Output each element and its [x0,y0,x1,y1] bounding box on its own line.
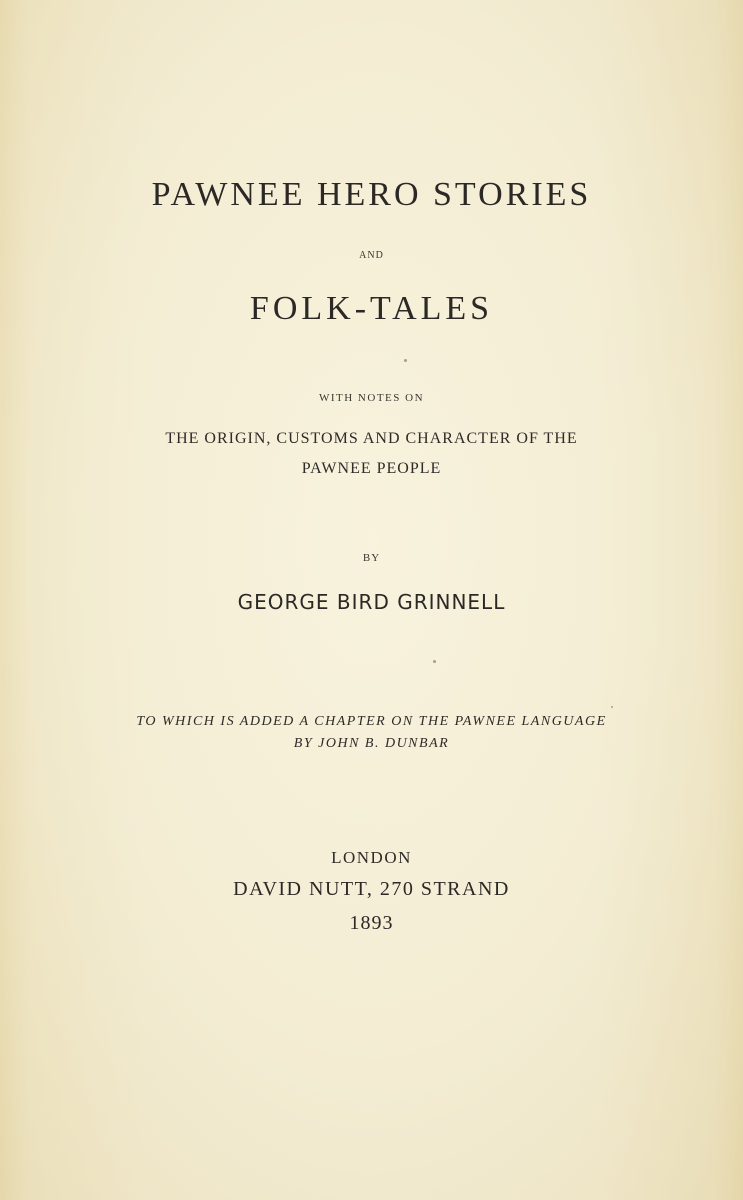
book-title-line-2: FOLK-TALES [249,290,494,327]
addendum-line-1: TO WHICH IS ADDED A CHAPTER ON THE PAWNEE LANGUAGE [136,714,607,729]
notes-intro: WITH NOTES ON [318,392,425,404]
book-title-line-1: PAWNEE HERO STORIES [151,176,592,213]
publication-year: 1893 [349,912,394,934]
publication-city: LONDON [331,848,412,867]
paper-speck [404,359,407,362]
subtitle-line-2: PAWNEE PEOPLE [301,460,442,477]
author-name: GEORGE BIRD GRINNELL [237,590,506,614]
addendum-line-2: BY JOHN B. DUNBAR [293,736,450,751]
title-conjunction: AND [359,250,384,261]
publisher-imprint: DAVID NUTT, 270 STRAND [233,878,510,900]
subtitle-line-1: THE ORIGIN, CUSTOMS AND CHARACTER OF THE [165,430,578,447]
byline-label: BY [362,552,381,564]
paper-speck [433,660,436,663]
paper-speck [611,706,613,708]
